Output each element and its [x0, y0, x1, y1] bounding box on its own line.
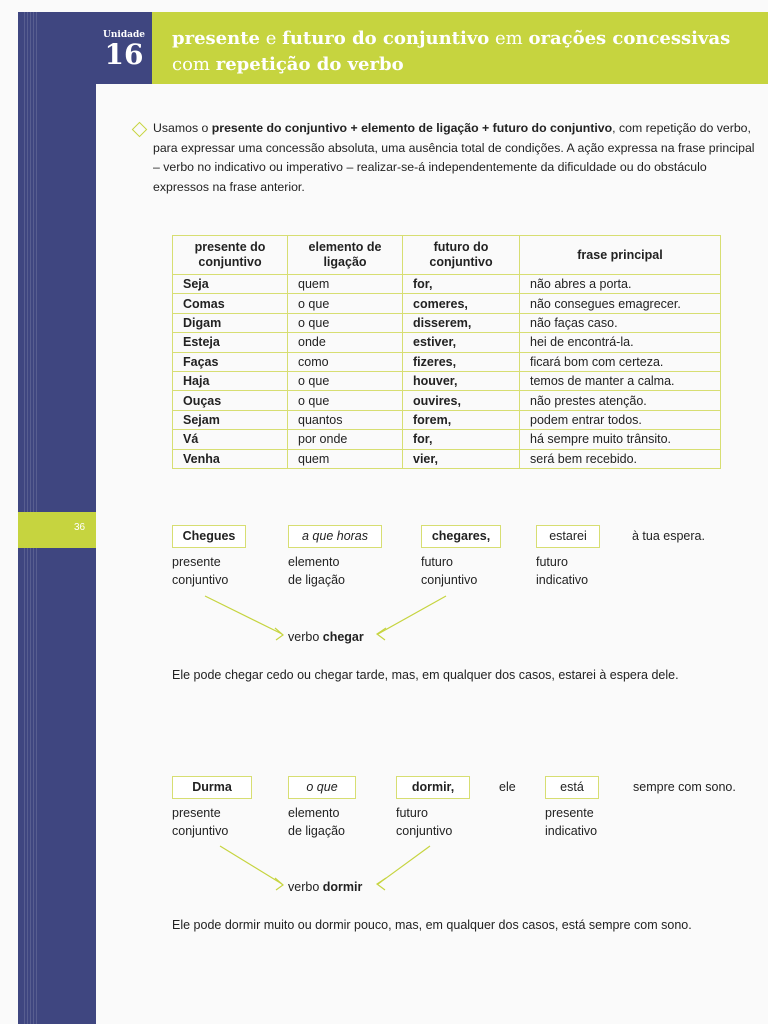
example1-verb: verbo chegar — [288, 630, 364, 644]
example2-word-indicativo: está — [545, 776, 599, 799]
example1-caption-3: futuro conjuntivo — [421, 555, 478, 587]
example1-caption-1: presente conjuntivo — [172, 555, 229, 587]
example1-rest: à tua espera. — [632, 529, 705, 543]
example2-caption-2: elemento de ligação — [288, 806, 345, 838]
unit-label: Unidade — [103, 30, 145, 40]
table-row: Faças como fizeres, ficará bom com certeza. — [173, 352, 721, 371]
title-line-2: com repetição do verbo — [172, 54, 404, 75]
example2-word-futuro: dormir, — [396, 776, 470, 799]
table-row: Ouças o que ouvires, não prestes atenção. — [173, 391, 721, 410]
example2-caption-4: presente indicativo — [545, 806, 598, 838]
example1-word-futuro: chegares, — [421, 525, 501, 548]
page-number: 36 — [74, 522, 86, 533]
table-row: Sejam quantos forem, podem entrar todos. — [173, 410, 721, 429]
column-header: futuro do conjuntivo — [403, 236, 520, 275]
example2-caption-1: presente conjuntivo — [172, 806, 229, 838]
example2-subject: ele — [499, 780, 516, 794]
column-header: frase principal — [520, 236, 721, 275]
arrowhead-icon — [275, 628, 283, 640]
table-row: Venha quem vier, será bem recebido. — [173, 449, 721, 468]
example2-word-elemento: o que — [288, 776, 356, 799]
example1-caption-2: elemento de ligação — [288, 555, 345, 587]
example1-caption-4: futuro indicativo — [536, 555, 589, 587]
table-row: Seja quem for, não abres a porta. — [173, 275, 721, 294]
title-line-1: presente e futuro do conjuntivo em orações concessivas — [172, 28, 731, 49]
example1-sentence: Ele pode chegar cedo ou chegar tarde, mas, em qualquer dos casos, estarei à espera dele. — [172, 668, 679, 682]
table-row: Vá por onde for, há sempre muito trânsito. — [173, 430, 721, 449]
arrow-line-left-2 — [220, 846, 282, 884]
example1-word-indicativo: estarei — [536, 525, 600, 548]
example2-rest: sempre com sono. — [633, 780, 736, 794]
example2-sentence: Ele pode dormir muito ou dormir pouco, mas, em qualquer dos casos, está sempre com sono. — [172, 918, 692, 932]
unit-number: 16 — [104, 38, 144, 71]
column-header: presente do conjuntivo — [173, 236, 288, 275]
table-row: Comas o que comeres, não consegues emagrecer. — [173, 294, 721, 313]
table-row: Haja o que houver, temos de manter a calma. — [173, 371, 721, 390]
example1-word-elemento: a que horas — [288, 525, 382, 548]
example2-verb: verbo dormir — [288, 880, 363, 894]
arrow-line-left-1 — [205, 596, 282, 634]
arrow-line-right-1 — [378, 596, 446, 634]
column-header: elemento de ligação — [288, 236, 403, 275]
arrowhead-icon — [275, 878, 283, 890]
table-row: Digam o que disserem, não faças caso. — [173, 313, 721, 332]
example2-caption-3: futuro conjuntivo — [396, 806, 453, 838]
table-row: Esteja onde estiver, hei de encontrá-la. — [173, 333, 721, 352]
example2-word-presente: Durma — [172, 776, 252, 799]
intro-paragraph: Usamos o presente do conjuntivo + elemento de ligação + futuro do conjuntivo, com repetição do verbo, para expressar uma concessão absoluta, uma ausência total de condições. A ação expressa na frase principal – verbo no indicativo ou imperativo – realizar-se-á independentemente da dificuldade ou do obstáculo expressos na frase anterior. — [153, 121, 755, 194]
example1-word-presente: Chegues — [172, 525, 246, 548]
